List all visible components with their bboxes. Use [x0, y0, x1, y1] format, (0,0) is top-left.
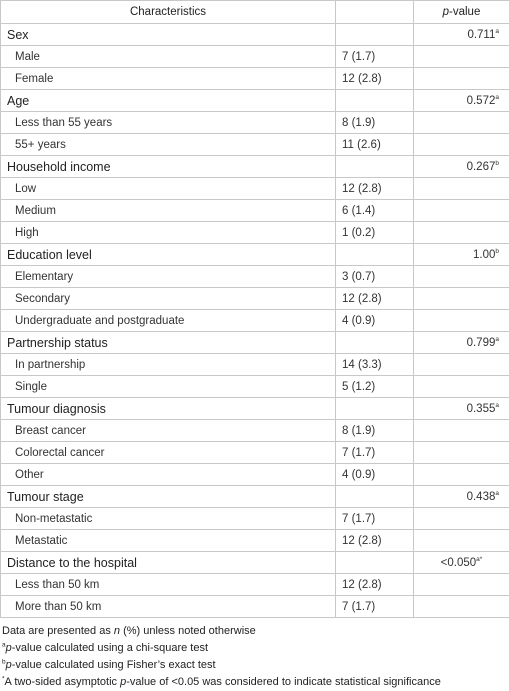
pvalue-number: 0.572	[467, 95, 496, 107]
subcategory-label: More than 50 km	[1, 596, 336, 618]
pvalue-cell	[414, 112, 509, 134]
table-row	[1, 288, 509, 310]
pvalue-cell	[414, 156, 509, 178]
subcategory-label: Single	[1, 376, 336, 398]
footnote-chi-square	[2, 640, 509, 657]
subcategory-label: Less than 55 years	[1, 112, 336, 134]
count-percent-cell: 5 (1.2)	[336, 376, 414, 398]
count-percent-cell: 7 (1.7)	[336, 508, 414, 530]
pvalue-footnote-marker: a	[495, 28, 499, 35]
footnote-italic: n	[114, 625, 120, 637]
pvalue-cell	[414, 596, 509, 618]
footnote-marker: *	[2, 675, 5, 682]
pvalue-cell	[414, 530, 509, 552]
pvalue-footnote-marker: a	[495, 336, 499, 343]
category-label: Household income	[1, 156, 336, 178]
footnote-significance	[2, 674, 509, 691]
category-label: Tumour stage	[1, 486, 336, 508]
footnote-italic: p	[6, 642, 12, 654]
pvalue-cell	[414, 222, 509, 244]
count-percent-cell: 12 (2.8)	[336, 574, 414, 596]
category-label: Education level	[1, 244, 336, 266]
footnote-text: A two-sided asymptotic	[5, 676, 121, 688]
table-category-row	[1, 24, 509, 46]
table-category-row	[1, 486, 509, 508]
count-percent-cell: 11 (2.6)	[336, 134, 414, 156]
subcategory-label: 55+ years	[1, 134, 336, 156]
pvalue-cell	[414, 90, 509, 112]
footnote-text: -value calculated using Fisher’s exact test	[12, 659, 216, 671]
footnote-marker: a	[2, 641, 6, 648]
footnote-text: -value of <0.05 was considered to indicate statistical significance	[126, 676, 441, 688]
subcategory-label: In partnership	[1, 354, 336, 376]
table-row	[1, 376, 509, 398]
count-percent-cell: 12 (2.8)	[336, 530, 414, 552]
table-footnotes	[0, 623, 509, 691]
count-percent-cell: 8 (1.9)	[336, 420, 414, 442]
table-category-row	[1, 398, 509, 420]
subcategory-label: High	[1, 222, 336, 244]
count-percent-cell	[336, 24, 414, 46]
pvalue-number: 0.267	[467, 161, 496, 173]
pvalue-cell	[414, 464, 509, 486]
pvalue-cell	[414, 244, 509, 266]
count-percent-cell: 12 (2.8)	[336, 68, 414, 90]
count-percent-cell	[336, 244, 414, 266]
category-label: Tumour diagnosis	[1, 398, 336, 420]
pvalue-cell	[414, 134, 509, 156]
pvalue-cell	[414, 46, 509, 68]
table-row	[1, 178, 509, 200]
pvalue-cell	[414, 574, 509, 596]
table-category-row	[1, 552, 509, 574]
subcategory-label: Colorectal cancer	[1, 442, 336, 464]
count-percent-cell: 12 (2.8)	[336, 178, 414, 200]
subcategory-label: Secondary	[1, 288, 336, 310]
footnote-data-presentation	[2, 623, 509, 640]
table-row	[1, 508, 509, 530]
table-row	[1, 310, 509, 332]
count-percent-cell: 4 (0.9)	[336, 464, 414, 486]
count-percent-cell	[336, 90, 414, 112]
table-header-row	[1, 1, 509, 24]
pvalue-cell	[414, 354, 509, 376]
footnote-italic: p	[6, 659, 12, 671]
footnote-text: -value calculated using a chi-square test	[12, 642, 208, 654]
pvalue-cell	[414, 68, 509, 90]
count-percent-cell	[336, 156, 414, 178]
pvalue-cell	[414, 486, 509, 508]
pvalue-number: 0.711	[467, 29, 495, 41]
subcategory-label: Medium	[1, 200, 336, 222]
pvalue-cell	[414, 442, 509, 464]
footnote-marker: b	[2, 658, 6, 665]
table-row	[1, 222, 509, 244]
pvalue-number: 0.355	[467, 403, 496, 415]
table-row	[1, 442, 509, 464]
count-percent-cell: 6 (1.4)	[336, 200, 414, 222]
count-percent-cell: 4 (0.9)	[336, 310, 414, 332]
table-row	[1, 200, 509, 222]
count-percent-cell: 3 (0.7)	[336, 266, 414, 288]
header-pvalue	[414, 1, 509, 24]
pvalue-footnote-marker: b	[495, 248, 499, 255]
table-row	[1, 596, 509, 618]
pvalue-number: 0.799	[467, 337, 496, 349]
subcategory-label: Male	[1, 46, 336, 68]
pvalue-cell	[414, 420, 509, 442]
table-row	[1, 112, 509, 134]
pvalue-cell	[414, 200, 509, 222]
header-characteristics: Characteristics	[1, 1, 336, 24]
category-label: Sex	[1, 24, 336, 46]
table-row	[1, 574, 509, 596]
pvalue-cell	[414, 332, 509, 354]
footnote-italic: p	[120, 676, 126, 688]
footnote-fisher	[2, 657, 509, 674]
table-row	[1, 464, 509, 486]
footnote-text: Data are presented as	[2, 625, 114, 637]
subcategory-label: Elementary	[1, 266, 336, 288]
header-pvalue-p: p	[443, 6, 449, 18]
pvalue-number: <0.050	[441, 557, 477, 569]
pvalue-cell	[414, 288, 509, 310]
pvalue-cell	[414, 508, 509, 530]
count-percent-cell: 12 (2.8)	[336, 288, 414, 310]
pvalue-cell	[414, 398, 509, 420]
pvalue-cell	[414, 376, 509, 398]
pvalue-cell	[414, 552, 509, 574]
table-row	[1, 354, 509, 376]
pvalue-number: 1.00	[473, 249, 495, 261]
count-percent-cell	[336, 398, 414, 420]
subcategory-label: Non-metastatic	[1, 508, 336, 530]
category-label: Age	[1, 90, 336, 112]
subcategory-label: Breast cancer	[1, 420, 336, 442]
pvalue-cell	[414, 266, 509, 288]
count-percent-cell: 1 (0.2)	[336, 222, 414, 244]
category-label: Distance to the hospital	[1, 552, 336, 574]
subcategory-label: Less than 50 km	[1, 574, 336, 596]
table-row	[1, 420, 509, 442]
pvalue-footnote-marker: a	[495, 94, 499, 101]
subcategory-label: Low	[1, 178, 336, 200]
pvalue-footnote-marker: a	[495, 402, 499, 409]
table-row	[1, 134, 509, 156]
table-category-row	[1, 90, 509, 112]
pvalue-footnote-marker: a*	[476, 556, 482, 563]
count-percent-cell	[336, 552, 414, 574]
table-category-row	[1, 156, 509, 178]
pvalue-cell	[414, 178, 509, 200]
category-label: Partnership status	[1, 332, 336, 354]
count-percent-cell	[336, 486, 414, 508]
header-n	[336, 1, 414, 24]
footnote-text: (%) unless noted otherwise	[120, 625, 256, 637]
pvalue-footnote-marker: a	[495, 490, 499, 497]
table-category-row	[1, 244, 509, 266]
table-category-row	[1, 332, 509, 354]
count-percent-cell: 7 (1.7)	[336, 596, 414, 618]
subcategory-label: Metastatic	[1, 530, 336, 552]
pvalue-cell	[414, 24, 509, 46]
count-percent-cell: 14 (3.3)	[336, 354, 414, 376]
subcategory-label: Undergraduate and postgraduate	[1, 310, 336, 332]
subcategory-label: Female	[1, 68, 336, 90]
table-row	[1, 68, 509, 90]
subcategory-label: Other	[1, 464, 336, 486]
pvalue-cell	[414, 310, 509, 332]
count-percent-cell	[336, 332, 414, 354]
count-percent-cell: 7 (1.7)	[336, 46, 414, 68]
count-percent-cell: 7 (1.7)	[336, 442, 414, 464]
pvalue-footnote-marker: b	[495, 160, 499, 167]
header-pvalue-rest: -value	[449, 6, 480, 18]
table-row	[1, 530, 509, 552]
table-row	[1, 46, 509, 68]
pvalue-number: 0.438	[467, 491, 496, 503]
table-row	[1, 266, 509, 288]
count-percent-cell: 8 (1.9)	[336, 112, 414, 134]
